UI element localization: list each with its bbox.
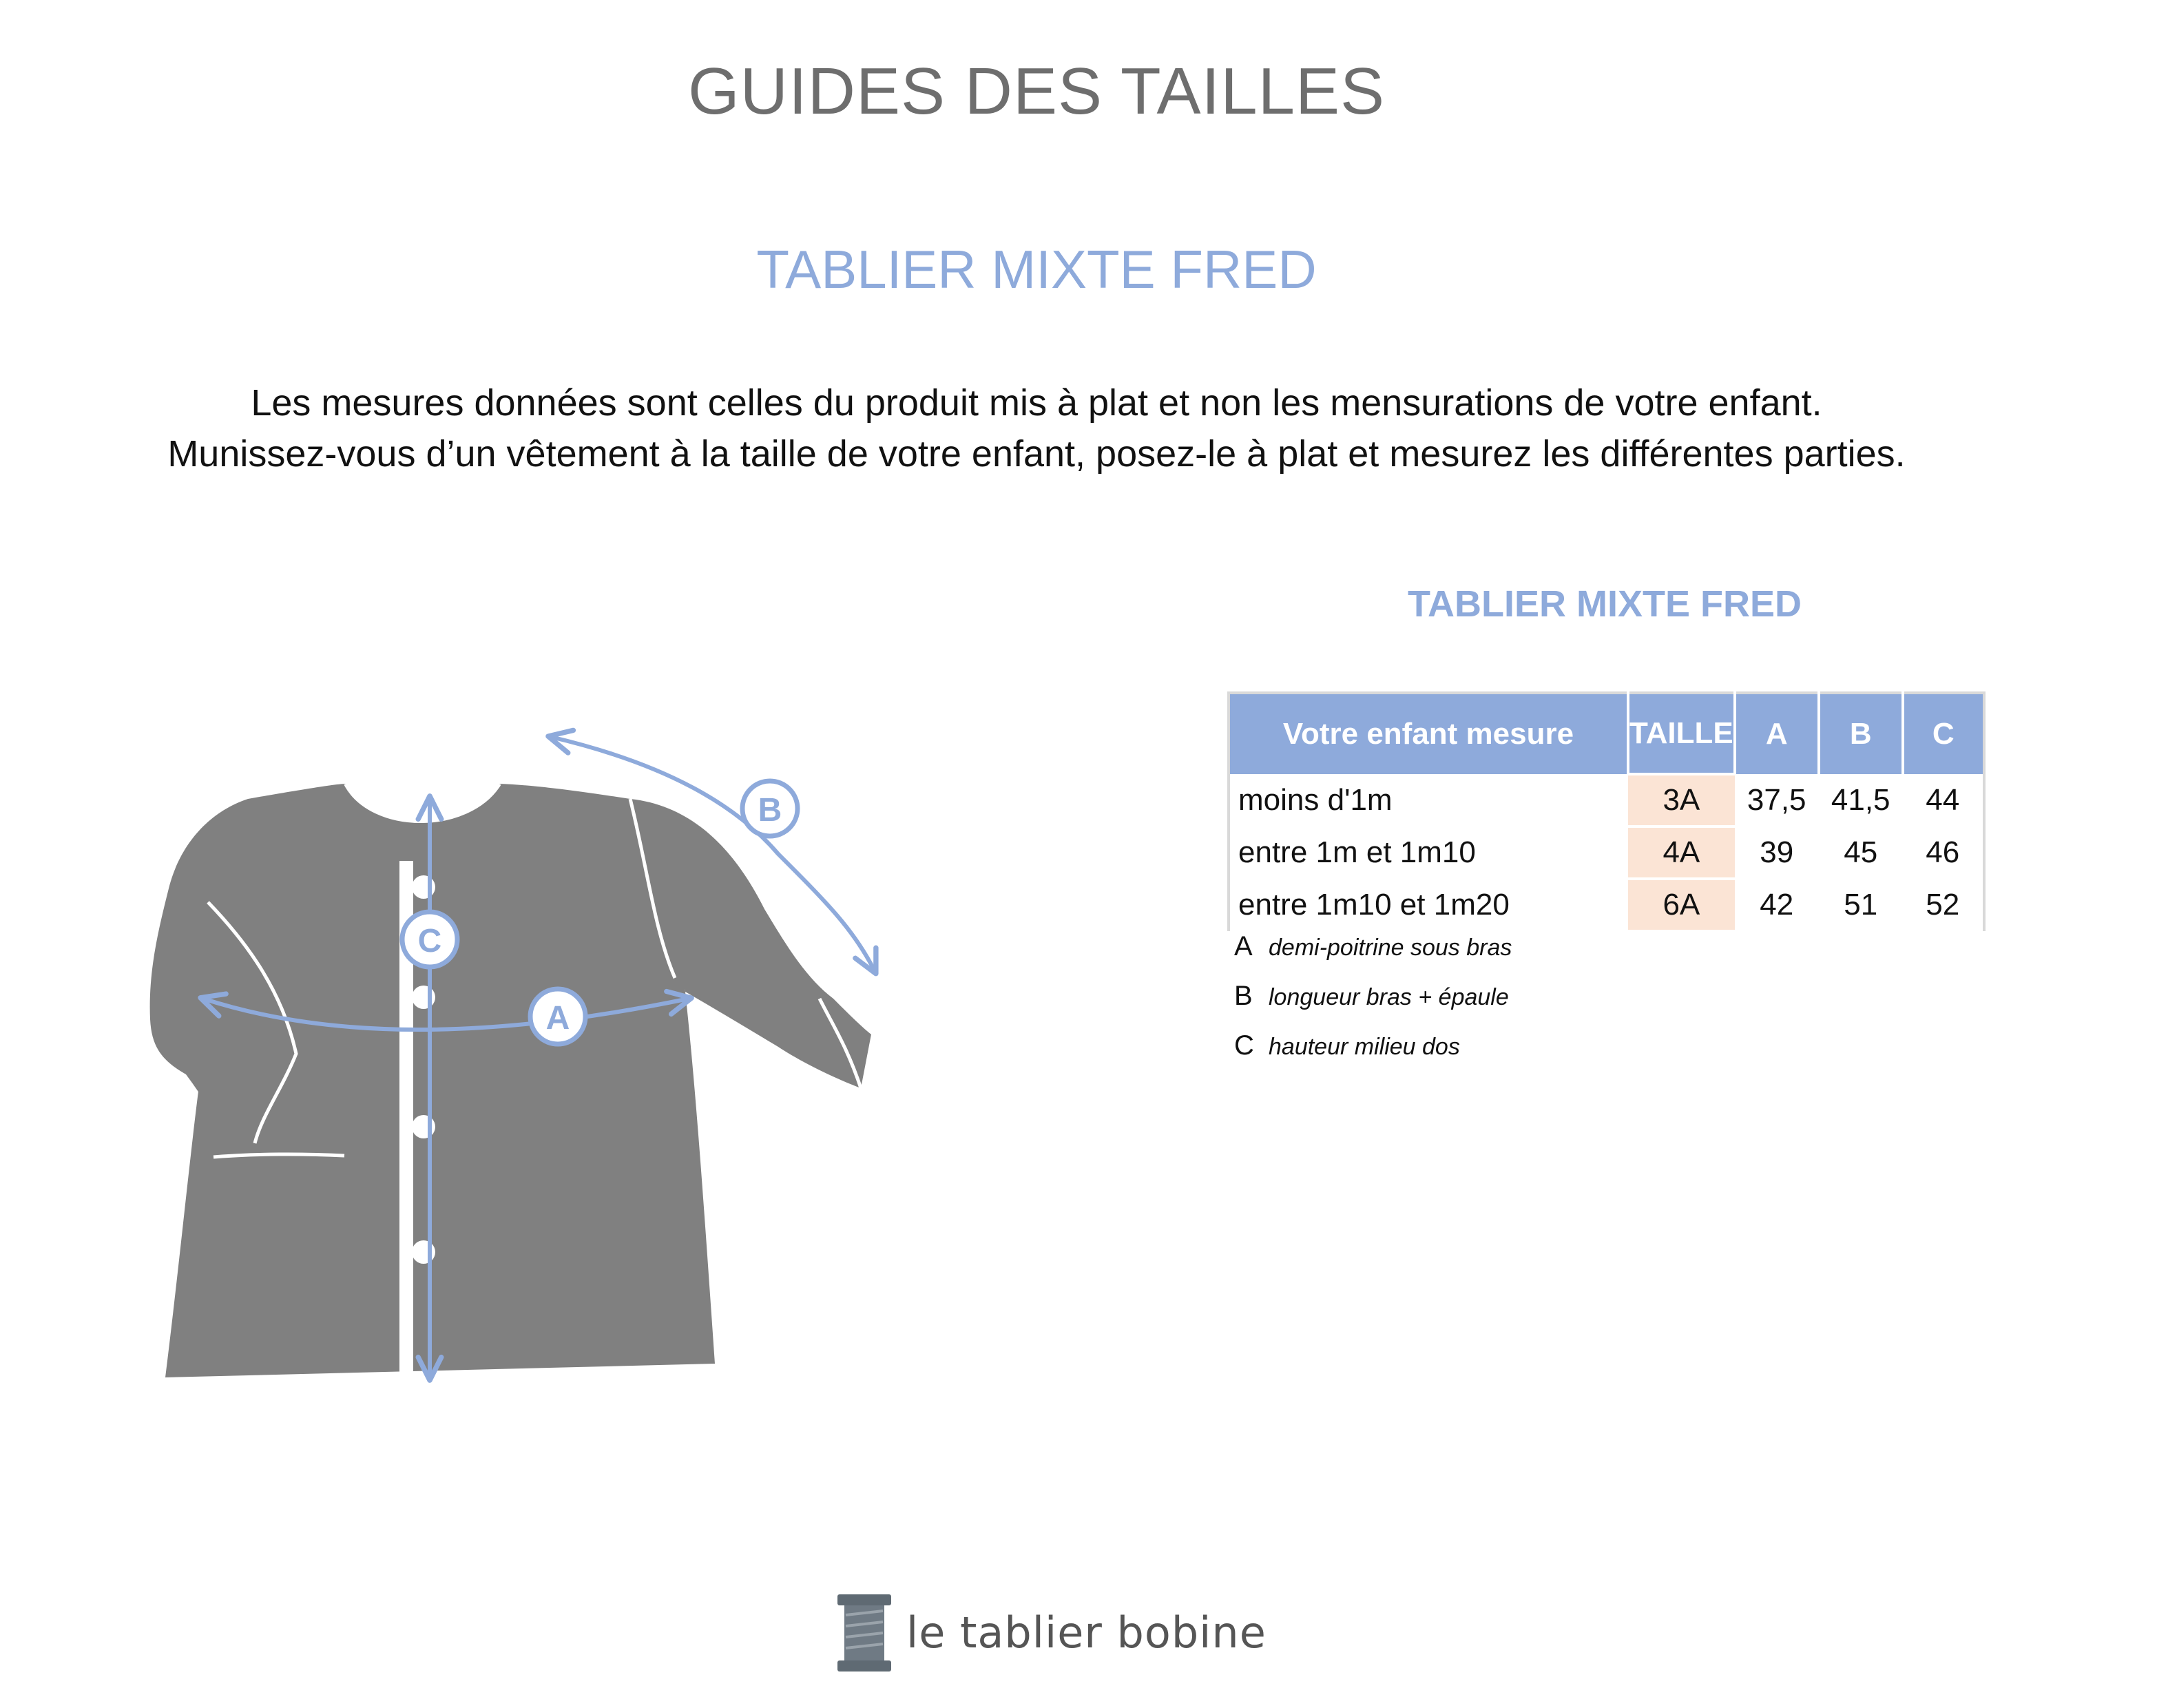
cell-b: 45 <box>1844 835 1878 869</box>
cell-mesure: moins d'1m <box>1238 783 1393 817</box>
page-title: GUIDES DES TAILLES <box>687 54 1386 128</box>
cell-mesure: entre 1m10 et 1m20 <box>1238 888 1510 921</box>
brand-logo <box>833 1584 1267 1680</box>
table-row <box>1229 826 1984 879</box>
spool-icon <box>833 1587 895 1677</box>
svg-text:B: B <box>758 792 782 829</box>
intro-line-1: Les mesures données sont celles du produit mis à plat et non les mensurations de votre enfant. <box>251 382 1822 424</box>
brand-name: le tablier bobine <box>906 1607 1267 1658</box>
table-row <box>1229 879 1984 931</box>
intro-line-2: Munissez-vous d’un vêtement à la taille de votre enfant, posez-le à plat et mesurez les différentes parties. <box>167 433 1906 475</box>
cell-c: 44 <box>1926 783 1960 817</box>
legend-item-c <box>1234 1030 1512 1080</box>
product-title: TABLIER MIXTE FRED <box>756 239 1317 300</box>
label-a <box>530 989 585 1044</box>
legend-text: longueur bras + épaule <box>1269 984 1509 1010</box>
label-b <box>742 781 798 836</box>
header-taille: TAILLE <box>1628 693 1735 774</box>
header-c: C <box>1903 693 1984 774</box>
intro-text <box>0 377 2073 479</box>
cell-taille: 4A <box>1628 826 1735 879</box>
table-header-row <box>1229 693 1984 774</box>
cell-b: 51 <box>1844 888 1878 921</box>
legend-item-a <box>1234 931 1512 981</box>
table-row <box>1229 774 1984 826</box>
legend-text: hauteur milieu dos <box>1269 1034 1460 1060</box>
cell-c: 52 <box>1926 888 1960 921</box>
size-table <box>1227 691 1986 933</box>
cell-a: 37,5 <box>1747 783 1806 817</box>
cell-mesure: entre 1m et 1m10 <box>1238 835 1476 869</box>
label-c <box>402 912 457 967</box>
cell-taille: 6A <box>1628 879 1735 931</box>
table-title: TABLIER MIXTE FRED <box>1408 583 1802 625</box>
legend-text: demi-poitrine sous bras <box>1269 935 1512 961</box>
cell-taille: 3A <box>1628 774 1735 826</box>
cell-c: 46 <box>1926 835 1960 869</box>
legend-letter: A <box>1234 931 1253 961</box>
legend-letter: C <box>1234 1030 1254 1061</box>
cell-a: 39 <box>1760 835 1794 869</box>
legend-letter: B <box>1234 981 1253 1011</box>
header-b: B <box>1819 693 1903 774</box>
garment-diagram <box>103 702 1012 1405</box>
svg-text:A: A <box>545 1000 570 1037</box>
cell-b: 41,5 <box>1831 783 1890 817</box>
header-mesure: Votre enfant mesure <box>1229 693 1628 774</box>
measure-legend <box>1234 931 1512 1080</box>
jacket-silhouette <box>150 784 871 1384</box>
legend-item-b <box>1234 981 1512 1030</box>
svg-text:C: C <box>417 923 442 959</box>
cell-a: 42 <box>1760 888 1794 921</box>
header-a: A <box>1735 693 1819 774</box>
